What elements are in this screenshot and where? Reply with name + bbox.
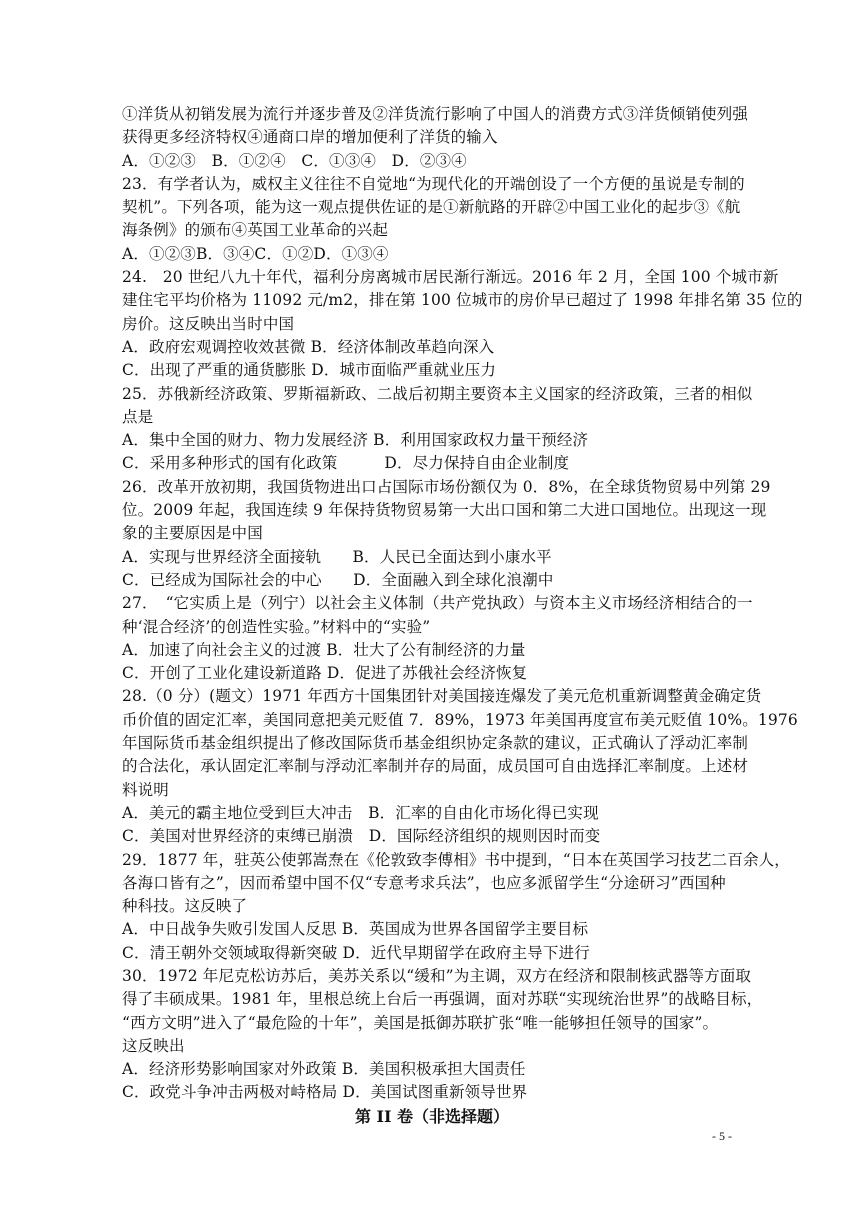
question-23: 23．有学者认为，威权主义往往不自觉地“为现代化的开端创设了一个方便的虽说是专制的 [122, 174, 745, 193]
answer-options: A．①②③B．③④C．①②D．①③④ [122, 244, 389, 263]
answer-options: A．政府宏观调控收效甚微 B．经济体制改革趋向深入 [122, 337, 495, 356]
text-line: 象的主要原因是中国 [122, 524, 263, 543]
answer-options: A．加速了向社会主义的过渡 B．壮大了公有制经济的力量 [122, 640, 526, 659]
text-line: 这反映出 [122, 1036, 185, 1055]
answer-options: C．采用多种形式的国有化政策 D．尽力保持自由企业制度 [122, 454, 570, 473]
text-line: 海条例》的颁布④英国工业革命的兴起 [122, 221, 389, 240]
answer-options: A．经济形势影响国家对外政策 B．美国积极承担大国责任 [122, 1060, 526, 1079]
answer-options: A．中日战争失败引发国人反思 B．英国成为世界各国留学主要目标 [122, 920, 589, 939]
text-line: 契机”。下列各项，能为这一观点提供佐证的是①新航路的开辟②中国工业化的起步③《航 [122, 198, 741, 217]
answer-options: A．①②③ B．①②④ C．①③④ D．②③④ [122, 151, 467, 170]
answer-options: C．已经成为国际社会的中心 D．全面融入到全球化浪潮中 [122, 570, 554, 589]
answer-options: C．出现了严重的通货膨胀 D．城市面临严重就业压力 [122, 361, 496, 380]
question-28: 28.（0 分）(题文）1971 年西方十国集团针对美国接连爆发了美元危机重新调整黄金确定货 [122, 687, 762, 706]
question-27: 27． “它实质上是（列宁）以社会主义体制（共产党执政）与资本主义市场经济相结合的一 [122, 594, 753, 613]
question-24: 24. 20 世纪八九十年代，福利分房离城市居民渐行渐远。2016 年 2 月，全国 100 个城市新 [122, 268, 779, 287]
text-line: 的合法化，承认固定汇率制与浮动汇率制并存的局面，成员国可自由选择汇率制度。上述材 [122, 757, 749, 776]
question-29: 29．1877 年，驻英公使郭嵩焘在《伦敦致李傅相》书中提到，“日本在英国学习技艺二百余人， [122, 850, 790, 869]
answer-options: A．实现与世界经济全面接轨 B．人民已全面达到小康水平 [122, 547, 552, 566]
text-line: 年国际货币基金组织提出了修改国际货币基金组织协定条款的建议，正式确认了浮动汇率制 [122, 734, 749, 753]
text-line: 得了丰硕成果。1981 年，里根总统上台后一再强调，面对苏联“实现统治世界”的战略目标， [122, 990, 763, 1009]
answer-options: C．政党斗争冲击两极对峙格局 D．美国试图重新领导世界 [122, 1083, 528, 1102]
page-number: - 5 - [712, 1129, 732, 1143]
text-line: 建住宅平均价格为 11092 元/m2，排在第 100 位城市的房价早已超过了 1998 年排名第 35 位的 [122, 291, 803, 310]
question-25: 25．苏俄新经济政策、罗斯福新政、二战后初期主要资本主义国家的经济政策，三者的相似 [122, 384, 753, 403]
text-line: ①洋货从初销发展为流行并逐步普及②洋货流行影响了中国人的消费方式③洋货倾销使列强 [122, 105, 749, 123]
answer-options: A．美元的霸主地位受到巨大冲击 B．汇率的自由化市场化得已实现 [122, 803, 599, 822]
answer-options: C．美国对世界经济的束缚已崩溃 D．国际经济组织的规则因时而变 [122, 827, 601, 846]
text-line: “西方文明”进入了“最危险的十年”，美国是抵御苏联扩张“唯一能够担任领导的国家”。 [122, 1013, 719, 1032]
text-line: 料说明 [122, 780, 169, 799]
text-line: 房价。这反映出当时中国 [122, 314, 295, 333]
answer-options: C．清王朝外交领域取得新突破 D．近代早期留学在政府主导下进行 [122, 943, 590, 962]
text-line: 种科技。这反映了 [122, 897, 248, 916]
text-line: 位。2009 年起，我国连续 9 年保持货物贸易第一大出口国和第二大进口国地位。出现这一现 [122, 501, 767, 520]
text-line: 币价值的固定汇率，美国同意把美元贬值 7．89%，1973 年美国再度宣布美元贬值 10%。1976 [122, 710, 798, 729]
document-body [122, 103, 803, 1128]
question-30: 30．1972 年尼克松访苏后，美苏关系以“缓和”为主调，双方在经济和限制核武器等方面取 [122, 966, 752, 985]
answer-options: A．集中全国的财力、物力发展经济 B．利用国家政权力量干预经济 [122, 431, 589, 450]
section-title: 第 II 卷（非选择题） [354, 1106, 510, 1126]
answer-options: C．开创了工业化建设新道路 D．促进了苏俄社会经济恢复 [122, 664, 528, 683]
text-line: 点是 [122, 407, 154, 426]
text-line: 各海口皆有之”，因而希望中国不仅“专意考求兵法”，也应多派留学生“分途研习”西国种 [122, 873, 726, 892]
question-26: 26．改革开放初期，我国货物进出口占国际市场份额仅为 0．8%，在全球货物贸易中列第 29 [122, 477, 771, 496]
text-line: 种‘混合经济’的创造性实验。”材料中的“实验” [122, 617, 431, 636]
text-line: 获得更多经济特权④通商口岸的增加便利了洋货的输入 [122, 128, 498, 147]
